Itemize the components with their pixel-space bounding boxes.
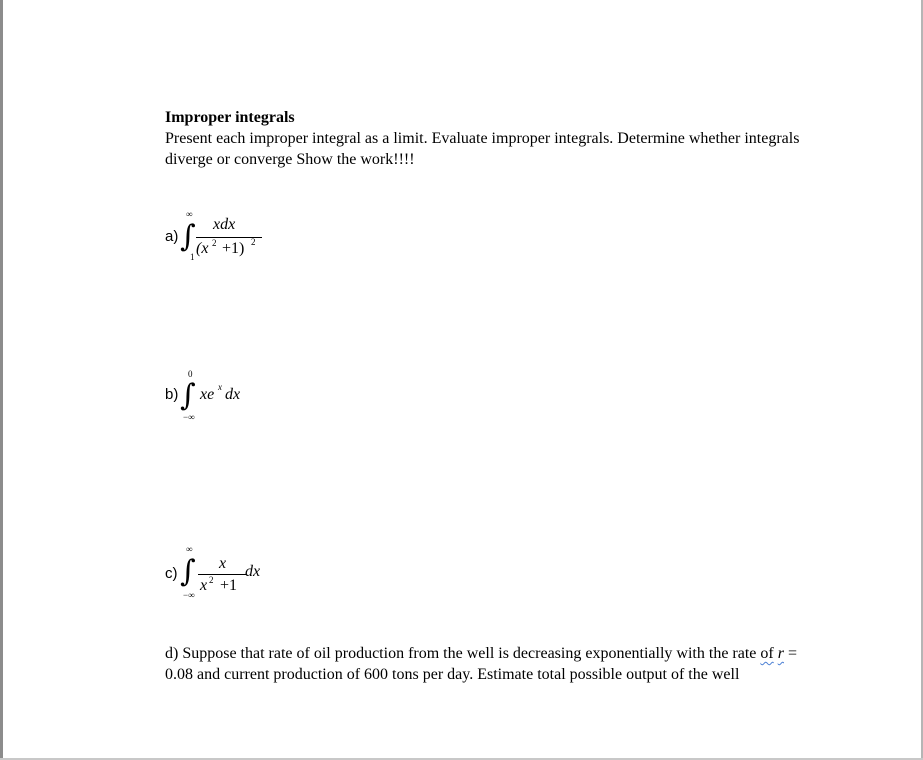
problem-a-upper-limit: ∞ [186,209,193,219]
spellcheck-flag-r: r [777,645,784,662]
problem-c-denominator-x: x [200,577,208,594]
problem-d-paragraph [165,643,805,685]
problem-c-upper-limit: ∞ [186,544,193,554]
problem-c-fraction-bar [198,574,246,575]
problem-a-denominator-close: +1) [222,240,245,257]
problem-a-label: a) [165,228,179,245]
problem-b-differential: dx [225,386,241,403]
problem-a-denominator-exponent: 2 [212,238,217,248]
problem-c-differential: dx [245,563,261,580]
problem-c-denominator-exponent: 2 [209,575,214,585]
problem-b-integrand: xe [200,386,215,403]
spellcheck-flag-of: of [760,645,774,662]
integral-sign-icon: ∫ [180,219,196,254]
problem-a-numerator: xdx [213,216,236,233]
problem-b-lower-limit: −∞ [183,412,195,422]
problem-d-text-before: d) Suppose that rate of oil production from the well is decreasing exponentially with the rate [165,645,761,662]
problem-b-label: b) [165,386,179,403]
problem-b-upper-limit: 0 [188,369,193,379]
section-heading: Improper integrals [165,109,295,126]
integral-sign-icon: ∫ [180,554,196,589]
instructions-paragraph: Present each improper integral as a limit. Evaluate improper integrals. Determine whether integrals diverge or converge Show the work!!!! [165,130,800,168]
integral-sign-icon: ∫ [180,378,196,413]
problem-c-denominator-rest: +1 [220,577,238,594]
problem-c-numerator: x [219,555,227,572]
problem-c-label: c) [165,565,178,582]
problem-a-lower-limit: 1 [190,252,195,262]
problem-a-outer-exponent: 2 [251,237,256,247]
problem-c-lower-limit: −∞ [183,590,195,600]
problem-d-text-after: = 0.08 and current production of 600 tons per day. Estimate total possible output of the well [165,645,797,683]
page-border-left [0,0,3,760]
problem-a-denominator-open: (x [196,240,209,257]
problem-b-exponent: x [218,382,222,392]
